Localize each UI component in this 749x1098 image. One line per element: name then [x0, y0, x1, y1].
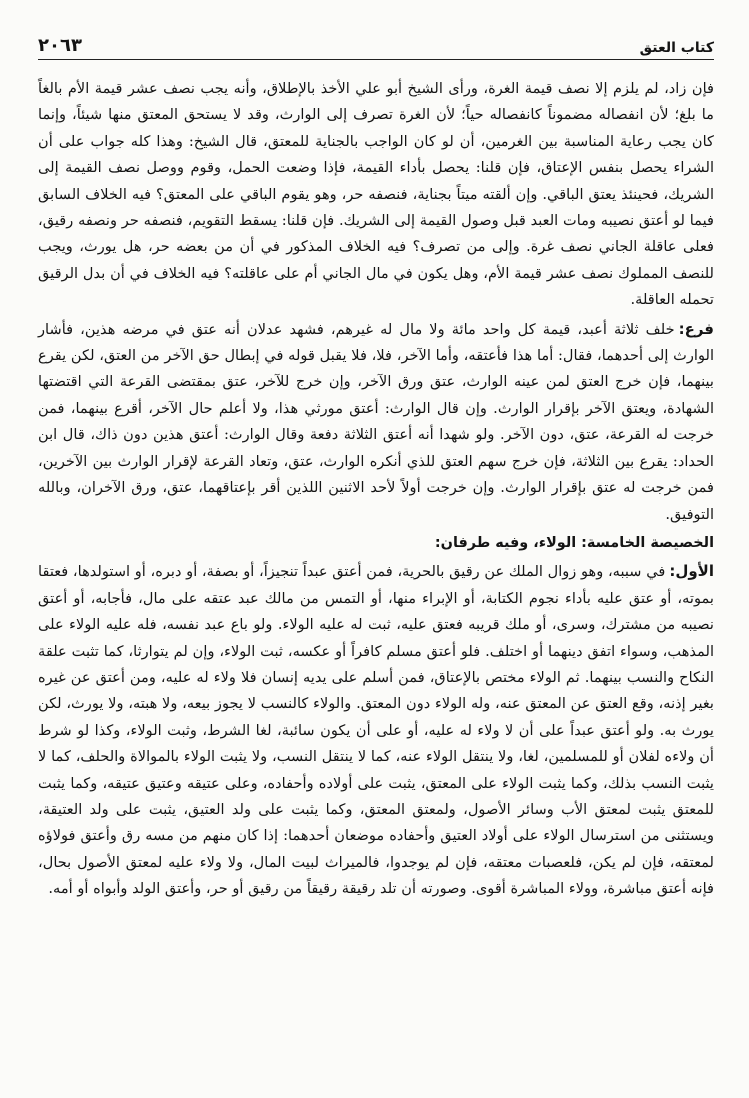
heading-text: الخصيصة الخامسة: الولاء، وفيه طرفان: [434, 534, 714, 551]
page-header [38, 30, 714, 60]
section-heading-walaa [38, 530, 714, 556]
section-lead-far: فرع: [678, 319, 714, 338]
paragraph-first-part [38, 558, 714, 902]
page-number: ٢٠٦٣ [38, 35, 82, 56]
paragraph-text: في سببه، وهو زوال الملك عن رقيق بالحرية، فمن أعتق عبداً تنجيزاً، أو بصفة، أو دبره، أو استولدها، فعتقا بموته، أو عتق عليه بأداء نجوم الكتابة، أو الإبراء منها، أو التمس من مالك عبد عتقه على مال، فأجابه، أو أعتق نصيبه من مشترك، وسرى، أو ملك قريبه فعتق عليه، ثبت له عليه الولاء. ولو باع عبد نفسه، فله عليه الولاء على المذهب، وسواء اتفق دينهما أو اختلف. فلو أعتق مسلم كافراً أو عكسه، ثبت الولاء، وإن لم يتوارثا، كما تثبت علقة النكاح والنسب بينهما. ثم الولاء مختص بالإعتاق، فمن أسلم على يديه إنسان فلا ولاء له عليه، ومن أعتق عن غيره بغير إذنه، وقع العتق عن المعتق عنه، وله الولاء دون المعتق. والولاء كالنسب لا يجوز بيعه، ولا هبته، ولا يورث، لكن يورث به. ولو أعتق عبداً على أن لا ولاء له عليه، أو على أن يكون سائبة، لغا الشرط، وثبت الولاء، وكذا لو شرط أن ولاءه لفلان أو للمسلمين، لغا، ولا ينتقل الولاء عنه، كما لا ينتقل النسب، ولا يثبت الولاء بالموالاة والحلف، كما لا يثبت النسب بذلك، وكما يثبت الولاء على المعتق، يثبت على أولاده وأحفاده، وعلى عتيقه وعتيق عتيقه، وكما يثبت للمعتق يثبت لمعتق الأب وسائر الأصول، ولمعتق المعتق، وكما يثبت على ولد العتيق، يثبت على ولد العتيقة، ويستثنى من استرسال الولاء على أولاد العتيق وأحفاده موضعان أحدهما: إذا كان منهم من مسه رق وأعتق فولاؤه لمعتقه، فإن لم يكن، فلعصبات معتقه، فإن لم يوجدوا، فالميراث لبيت المال، ولا ولاء عليه لمعتق الأصول بحال، فإنه أعتق مباشرة، وولاء المباشرة أقوى. وصورته أن تلد رقيقة رقيقاً من رقيق أو حر، وأعتق الولد وأبواه أو أمه. [38, 563, 714, 898]
section-lead-first: الأول: [669, 562, 714, 581]
page-body [38, 76, 714, 903]
paragraph-continuation [38, 76, 714, 314]
paragraph-text: فإن زاد، لم يلزم إلا نصف قيمة الغرة، ورأى الشيخ أبو علي الأخذ بالإطلاق، وأنه يجب نصف عشر قيمة الأم بالغاً ما بلغ؛ لأن انفصاله مضموناً كانفصاله حياً؛ لأن الغرة تصرف إلى الوارث، وقد لا يستحق المعتق منها شيئاً، وإنما كان يجب رعاية المناسبة بين الغرمين، أن لو كان الواجب بالجناية للمعتق، قال الشيخ: وهذا كله جواب على أن الشراء يحصل بنفس الإعتاق، فإن قلنا: يحصل بأداء القيمة، فإذا وضعت الحمل، وقوم ووصل نصف القيمة إلى الشريك، فحينئذ يعتق الباقي. وإن ألقته ميتاً بجناية، فنصفه حر، وهو يقوم الباقي على المعتق؟ فيه الخلاف السابق فيما لو أعتق نصيبه ومات العبد قبل وصول القيمة إلى الشريك. فإن قلنا: يسقط التقويم، فنصفه حر ونصفه رقيق، فعلى عاقلة الجاني نصف غرة. وإلى من تصرف؟ فيه الخلاف المذكور في أن من بعضه حر، هل يورث، ويجب للنصف المملوك نصف عشر قيمة الأم، وهل يكون في مال الجاني أم على عاقلته؟ فيه الخلاف في أن بدل الرقيق تحمله العاقلة. [38, 80, 715, 309]
paragraph-far [38, 316, 714, 528]
paragraph-text: خلف ثلاثة أعبد، قيمة كل واحد مائة ولا مال له غيرهم، فشهد عدلان أنه عتق في مرضه هذين، فأشار الوارث إلى أحدهما، فقال: أما هذا فأعتقه، وأما الآخر، فلا، فلا يقبل قوله في إبطال حق الآخر من العتق، لكن يقرع بينهما، فإن خرج العتق لمن عينه الوارث، عتق ورق الآخر، وإن خرج للآخر، عتق بمقتضى القرعة التي اقتضتها الشهادة، ويعتق الآخر بإقرار الوارث. وإن قال الوارث: أعتق مورثي هذا، ولا أعلم حال الآخر، أقرع بينهما، فمن خرجت له القرعة، عتق، دون الآخر. ولو شهدا أنه أعتق الثلاثة دفعة وقال الوارث: أعتق هذين دون ذاك، قال ابن الحداد: يقرع بين الثلاثة، فإن خرج سهم العتق للذي أنكره الوارث، عتق، وتعاد القرعة لإقرار الوارث بين الآخرين، فمن خرجت له عتق بإقرار الوارث. وإن خرجت أولاً لأحد الاثنين اللذين أقر بإعتاقهما، عتق، ورق الآخران، وبالله التوفيق. [38, 320, 714, 523]
book-page [38, 30, 714, 903]
running-title: كتاب العتق [639, 40, 714, 56]
